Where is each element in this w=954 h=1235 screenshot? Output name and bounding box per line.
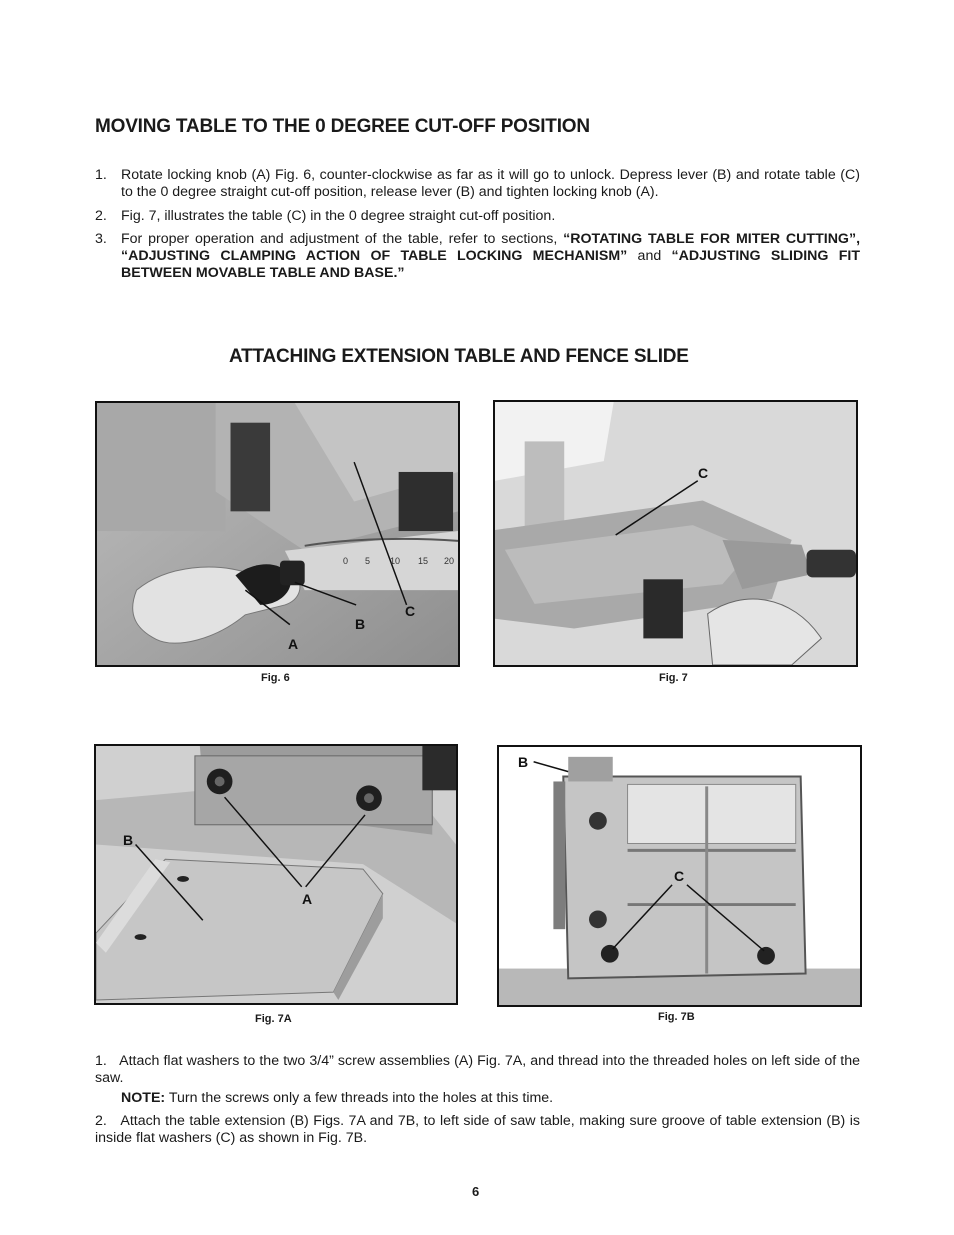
figure-6-scale-tick: 20	[444, 556, 455, 566]
step-number: 1.	[95, 1053, 107, 1069]
step-text	[121, 231, 860, 282]
section-reference: “ROTATING TABLE FOR MITER CUTTING”, “ADJUSTING CLAMPING ACTION OF TABLE LOCKING MECHANISM”	[121, 231, 861, 264]
figure-6-caption: Fig. 6	[261, 672, 290, 684]
step-number: 2.	[95, 1113, 107, 1129]
step-text: Attach the table extension (B) Figs. 7A and 7B, to left side of saw table, making sure groove of table extension (B) is inside flat washers (C) as shown in Fig. 7B.	[95, 1113, 861, 1146]
figure-6-label-a: A	[288, 636, 299, 652]
step-text-part: For proper operation and adjustment of the table, refer to sections,	[121, 231, 564, 247]
figure-7-caption: Fig. 7	[659, 672, 688, 684]
figure-6-labels	[95, 401, 460, 667]
figure-7b-caption: Fig. 7B	[658, 1011, 695, 1023]
step-text: Attach flat washers to the two 3/4” screw assemblies (A) Fig. 7A, and thread into the threaded holes on left side of the saw.	[95, 1053, 861, 1086]
step-number: 2.	[95, 208, 107, 224]
figure-7a-caption: Fig. 7A	[255, 1013, 292, 1025]
section-reference: “ADJUSTING SLIDING FIT BETWEEN MOVABLE TABLE AND BASE.”	[121, 248, 860, 281]
figure-7-label-c: C	[698, 465, 709, 481]
step-text-part: and	[627, 248, 672, 264]
note	[121, 1090, 860, 1107]
page-number: 6	[472, 1184, 480, 1199]
figure-6-label-b: B	[355, 616, 366, 632]
instruction-step-2	[95, 1113, 860, 1147]
note-label: NOTE:	[121, 1090, 166, 1106]
figure-7b-label-c: C	[674, 868, 685, 884]
figure-7b-label-b: B	[518, 754, 529, 770]
step-number: 3.	[95, 231, 107, 247]
section-title-attaching-extension: ATTACHING EXTENSION TABLE AND FENCE SLIDE	[229, 346, 689, 367]
figure-6-label-c: C	[405, 603, 416, 619]
step-text: Rotate locking knob (A) Fig. 6, counter-clockwise as far as it will go to unlock. Depress lever (B) and rotate table (C) to the 0 degree straight cut-off position, release lever (B) and tighten locking knob (A).	[121, 167, 860, 200]
figure-6-scale-tick: 15	[418, 556, 429, 566]
figure-7a-label-b: B	[123, 832, 134, 848]
instruction-step-1	[95, 1053, 860, 1087]
step-text: Fig. 7, illustrates the table (C) in the 0 degree straight cut-off position.	[121, 208, 556, 224]
figure-7b-labels	[497, 745, 862, 1007]
figure-6-scale-tick: 0	[343, 556, 349, 566]
figure-7a-labels	[94, 744, 458, 1005]
figure-7-labels	[493, 400, 858, 667]
figure-7a-label-a: A	[302, 891, 313, 907]
note-text: Turn the screws only a few threads into the holes at this time.	[165, 1090, 554, 1106]
section-title-moving-table: MOVING TABLE TO THE 0 DEGREE CUT-OFF POSITION	[95, 116, 590, 137]
figure-6-scale-tick: 5	[365, 556, 371, 566]
step-number: 1.	[95, 167, 107, 183]
figure-6-scale-tick: 10	[390, 556, 401, 566]
